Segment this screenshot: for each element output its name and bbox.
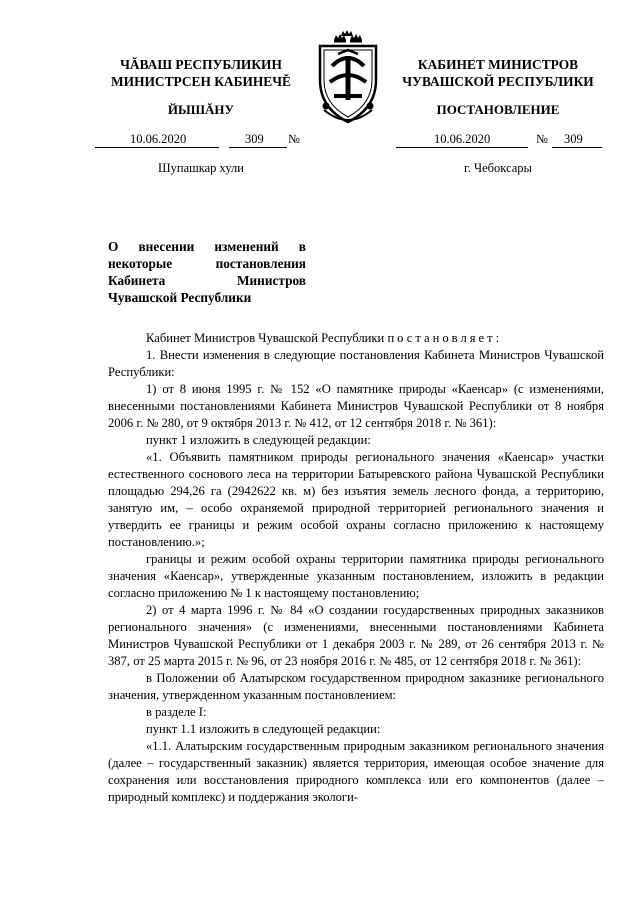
paragraph-6: границы и режим особой охраны территории памятника природы регионального значения «Каенсар», утвержденные указанным постановлением, изложить в редакции согласно приложению № 1 к настоящему постановлению; [108, 552, 604, 600]
right-number: 309 [564, 132, 583, 146]
paragraph-7: 2) от 4 марта 1996 г. № 84 «О создании государственных природных заказников регионального значения» (с изменениями, внесенными постановлениями Кабинета Министров Чувашской Республики от 1 декабря 2003 г. № 289, от 26 сентября 2013 г. № 387, от 25 марта 2015 г. № 96, от 23 ноября 2016 г. № 485, от 12 сентября 2018 г. № 361): [108, 603, 604, 668]
header-left-city: Шупашкар хули [158, 161, 244, 175]
right-date: 10.06.2020 [434, 132, 491, 146]
header-right-line1: КАБИНЕТ МИНИСТРОВ [417, 57, 579, 72]
header-right-city: г. Чебоксары [464, 161, 532, 175]
header-right-doc-type: ПОСТАНОВЛЕНИЕ [436, 102, 560, 117]
left-number: 309 [245, 132, 264, 146]
left-number-sign: № [288, 132, 300, 146]
header-left-doc-type: ЙЫШĂНУ [167, 102, 235, 117]
header-right-date-line [396, 132, 606, 148]
left-date: 10.06.2020 [130, 132, 187, 146]
paragraph-8: в Положении об Алатырском государственном природном заказнике регионального значения, утвержденном указанным постановлением: [108, 671, 604, 702]
paragraph-2: 1. Внести изменения в следующие постановления Кабинета Министров Чувашской Республики: [108, 348, 604, 379]
paragraph-3: 1) от 8 июня 1995 г. № 152 «О памятнике природы «Каенсар» (с изменениями, внесенными постановлениями Кабинета Министров Чувашской Республики от 8 ноября 2006 г. № 280, от 9 октября 2013 г. № 412, от 12 сентября 2018 г. № 361): [108, 382, 604, 430]
right-number-sign: № [536, 132, 548, 146]
paragraph-11: «1.1. Алатырским государственным природным заказником регионального значения (далее – государственный заказник) является территория, имеющая особое значение для сохранения или восстановления природного комплекса или его компонентов (далее – природный комплекс) и поддержания экологи- [108, 739, 604, 804]
header-left-date-line [95, 132, 307, 148]
coat-of-arms-emblem [312, 30, 384, 128]
paragraph-1 [108, 330, 604, 347]
paragraph-1-lead: Кабинет Министров Чувашской Республики [146, 331, 388, 345]
paragraph-1-spaced: постановляет: [387, 331, 503, 345]
paragraph-5: «1. Объявить памятником природы регионального значения «Каенсар» участки естественного соснового леса на территории Батыревского района Чувашской Республики площадью 294,26 га (2942622 кв. м) без изъятия земель лесного фонда, а территорию, занятую им, – особо охраняемой природной территорией регионального значения и утвердить ее границы и режим особой охраны согласно приложению к настоящему постановлению.»; [108, 450, 604, 549]
paragraph-4: пункт 1 изложить в следующей редакции: [146, 433, 371, 447]
document-title: О внесении изменений в некоторые постановления Кабинета Министров Чувашской Республики [108, 239, 306, 305]
header-right-line2: ЧУВАШСКОЙ РЕСПУБЛИКИ [402, 74, 594, 89]
document-body [108, 330, 604, 806]
header-left-line2: МИНИСТРСЕН КАБИНЕЧĚ [111, 74, 291, 89]
paragraph-10: пункт 1.1 изложить в следующей редакции: [146, 722, 381, 736]
paragraph-9: в разделе I: [146, 705, 207, 719]
header-left-line1: ЧĂВАШ РЕСПУБЛИКИН [120, 57, 282, 72]
